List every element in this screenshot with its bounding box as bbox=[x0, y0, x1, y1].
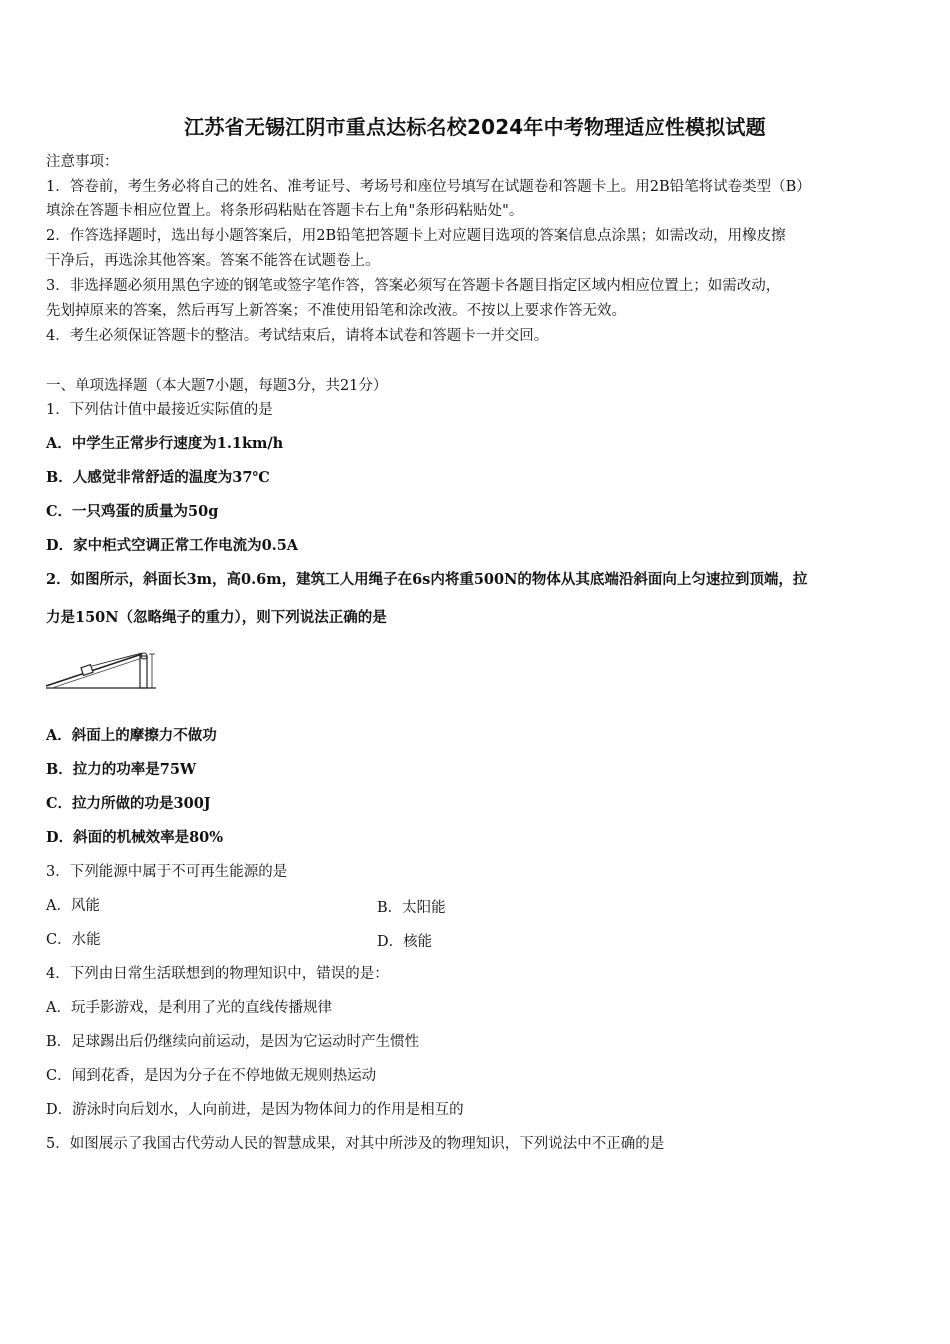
notice-line: 3．非选择题必须用黑色字迹的钢笔或签字笔作答，答案必须写在答题卡各题目指定区域内相应位置上；如需改动， bbox=[46, 278, 781, 294]
incline-figure bbox=[44, 648, 158, 694]
question-stem-cont: 力是150N（忽略绳子的重力），则下列说法正确的是 bbox=[46, 609, 387, 626]
option-d: D．核能 bbox=[377, 934, 433, 950]
option-c: C．闻到花香，是因为分子在不停地做无规则热运动 bbox=[46, 1068, 377, 1084]
question-stem: 2．如图所示，斜面长3m，高0.6m，建筑工人用绳子在6s内将重500N的物体从其底端沿斜面向上匀速拉到顶端，拉 bbox=[46, 571, 808, 588]
option-a: A．斜面上的摩擦力不做功 bbox=[46, 727, 217, 744]
option-b: B．太阳能 bbox=[377, 900, 446, 916]
option-a: A．风能 bbox=[46, 898, 100, 914]
question-stem: 1．下列估计值中最接近实际值的是 bbox=[46, 402, 273, 418]
notice-line: 干净后，再选涂其他答案。答案不能答在试题卷上。 bbox=[46, 253, 380, 269]
notice-line: 填涂在答题卡相应位置上。将条形码粘贴在答题卡右上角"条形码粘贴处"。 bbox=[46, 203, 524, 219]
notice-line: 1．答卷前，考生务必将自己的姓名、准考证号、考场号和座位号填写在试题卷和答题卡上。用2B铅笔将试卷类型（B） bbox=[46, 179, 811, 195]
question-stem: 4．下列由日常生活联想到的物理知识中，错误的是： bbox=[46, 966, 389, 982]
option-b: B．拉力的功率是75W bbox=[46, 761, 197, 778]
support-post bbox=[140, 656, 147, 688]
option-c: C．拉力所做的功是300J bbox=[46, 795, 211, 812]
option-b: B．足球踢出后仍继续向前运动，是因为它运动时产生惯性 bbox=[46, 1034, 420, 1050]
incline-surface bbox=[46, 654, 142, 686]
notice-line: 先划掉原来的答案，然后再写上新答案；不准使用铅笔和涂改液。不按以上要求作答无效。 bbox=[46, 303, 626, 319]
option-a: A．玩手影游戏，是利用了光的直线传播规律 bbox=[46, 1000, 332, 1016]
page-title: 江苏省无锡江阴市重点达标名校2024年中考物理适应性模拟试题 bbox=[184, 115, 766, 139]
option-d: D．家中柜式空调正常工作电流为0.5A bbox=[46, 537, 299, 554]
option-c: C．水能 bbox=[46, 932, 101, 948]
option-d: D．游泳时向后划水，人向前进，是因为物体间力的作用是相互的 bbox=[46, 1102, 464, 1118]
rope bbox=[92, 653, 142, 666]
option-c: C．一只鸡蛋的质量为50g bbox=[46, 503, 219, 520]
notice-line: 4．考生必须保证答题卡的整洁。考试结束后，请将本试卷和答题卡一并交回。 bbox=[46, 328, 549, 344]
option-d: D．斜面的机械效率是80% bbox=[46, 829, 224, 846]
option-b: B．人感觉非常舒适的温度为37℃ bbox=[46, 469, 270, 486]
incline-underside bbox=[52, 658, 142, 688]
question-stem: 3．下列能源中属于不可再生能源的是 bbox=[46, 864, 288, 880]
notice-heading: 注意事项： bbox=[46, 154, 119, 170]
section-heading: 一、单项选择题（本大题7小题，每题3分，共21分） bbox=[46, 378, 388, 394]
notice-line: 2．作答选择题时，选出每小题答案后，用2B铅笔把答题卡上对应题目选项的答案信息点涂黑；如需改动，用橡皮擦 bbox=[46, 228, 786, 244]
question-stem: 5．如图展示了我国古代劳动人民的智慧成果，对其中所涉及的物理知识，下列说法中不正确的是 bbox=[46, 1136, 665, 1152]
option-a: A．中学生正常步行速度为1.1km/h bbox=[46, 435, 284, 452]
block-object bbox=[81, 665, 93, 676]
